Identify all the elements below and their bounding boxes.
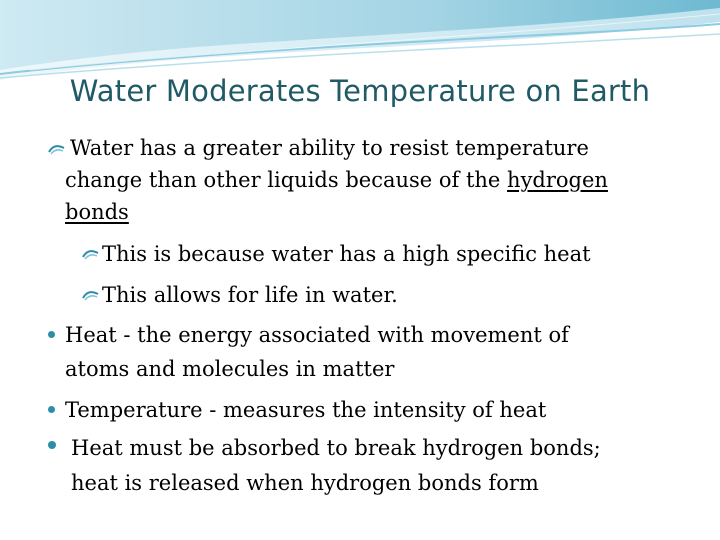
bullet-1-line-2 (65, 166, 608, 194)
hydrogen-bonds-link[interactable]: hydrogen (507, 168, 608, 192)
bullet-1-line-3: bonds (65, 200, 129, 224)
bullet-1-line-1: Water has a greater ability to resist temperature (70, 136, 589, 160)
bullet-3-line-1: Temperature - measures the intensity of heat (65, 398, 547, 422)
sub-bullet-1: This is because water has a high specific heat (102, 242, 591, 266)
bullet-2-line-2: atoms and molecules in matter (65, 357, 395, 381)
bullet-1-line-2-text: change than other liquids because of the (65, 168, 508, 192)
wave-arrow-bullet-icon (48, 142, 66, 156)
round-bullet-icon (48, 331, 55, 338)
wave-arrow-bullet-icon (82, 288, 100, 302)
bullet-4-line-1: Heat must be absorbed to break hydrogen bonds; (71, 436, 601, 460)
bullet-4-line-2: heat is released when hydrogen bonds form (71, 471, 539, 495)
wave-arrow-bullet-icon (82, 247, 100, 261)
round-bullet-icon (48, 441, 56, 449)
round-bullet-icon (48, 406, 55, 413)
slide-title: Water Moderates Temperature on Earth (69, 74, 651, 108)
bullet-2-line-1: Heat - the energy associated with movement of (65, 323, 569, 347)
sub-bullet-2: This allows for life in water. (102, 283, 398, 307)
